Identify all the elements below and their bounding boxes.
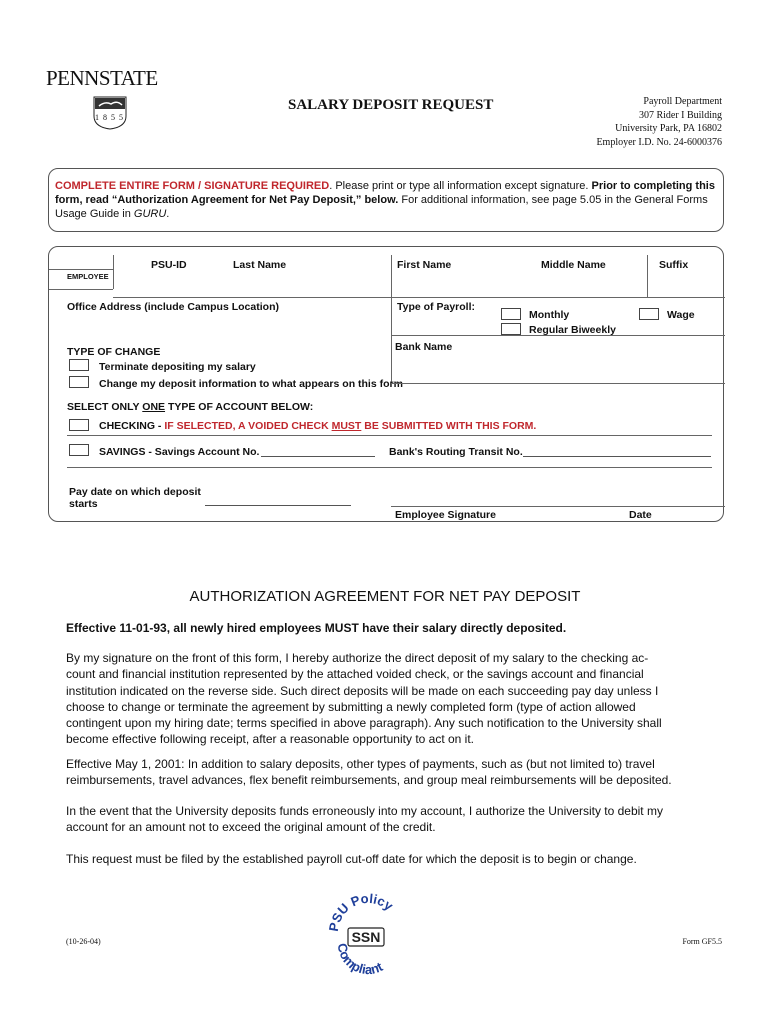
instructions-read-agreement: Prior to completing this form, read “Authorization Agreement for Net Pay Deposit,” below. bbox=[55, 180, 715, 206]
checking-checkbox[interactable] bbox=[69, 419, 89, 431]
svg-text:SSN: SSN bbox=[351, 929, 381, 945]
savings-checkbox[interactable] bbox=[69, 444, 89, 456]
employee-label: EMPLOYEE bbox=[67, 272, 109, 281]
deposit-form bbox=[48, 246, 724, 522]
shield-year: 1 8 5 5 bbox=[95, 113, 124, 122]
monthly-label: Monthly bbox=[529, 309, 570, 321]
pay-date-line[interactable] bbox=[205, 505, 351, 506]
form-number: Form GF5.5 bbox=[682, 937, 722, 946]
dept-line: University Park, PA 16802 bbox=[615, 123, 722, 134]
date-label: Date bbox=[629, 509, 652, 521]
form-revision-date: (10-26-04) bbox=[66, 937, 101, 946]
wage-label: Wage bbox=[667, 309, 695, 321]
psu-policy-ssn-compliant-stamp bbox=[326, 892, 406, 978]
monthly-checkbox[interactable] bbox=[501, 308, 521, 320]
psu-id-label: PSU-ID bbox=[151, 259, 187, 271]
pay-date-label: Pay date on which deposit bbox=[69, 486, 201, 498]
instructions-text: For additional information, see page 5.05 in the General Forms Usage Guide in bbox=[55, 194, 708, 220]
dept-line: 307 Rider I Building bbox=[638, 109, 722, 121]
instructions-text: . bbox=[166, 208, 170, 220]
instructions-box bbox=[48, 168, 724, 232]
dept-line: Payroll Department bbox=[643, 96, 722, 107]
terminate-label: Terminate depositing my salary bbox=[99, 361, 256, 373]
savings-label: SAVINGS - Savings Account No. bbox=[99, 446, 260, 458]
suffix-label: Suffix bbox=[659, 259, 689, 271]
regular-biweekly-label: Regular Biweekly bbox=[529, 324, 616, 336]
middle-name-label: Middle Name bbox=[541, 259, 606, 271]
form-title: SALARY DEPOSIT REQUEST bbox=[288, 97, 494, 113]
required-notice: COMPLETE ENTIRE FORM / SIGNATURE REQUIRED bbox=[55, 180, 330, 192]
pay-date-label-2: starts bbox=[69, 498, 98, 510]
select-account-label: SELECT ONLY ONE TYPE OF ACCOUNT BELOW: bbox=[67, 401, 314, 413]
dept-line: Employer I.D. No. 24-6000376 bbox=[596, 136, 722, 148]
office-address-label: Office Address (include Campus Location) bbox=[67, 301, 279, 313]
payroll-department-address bbox=[502, 95, 722, 149]
agreement-title: AUTHORIZATION AGREEMENT FOR NET PAY DEPOSIT bbox=[189, 588, 581, 605]
pennstate-logo: PENNSTATE bbox=[46, 66, 158, 90]
bank-name-label: Bank Name bbox=[395, 341, 453, 353]
routing-number-line[interactable] bbox=[523, 456, 711, 457]
guru-link: GURU bbox=[133, 208, 167, 220]
savings-account-line[interactable] bbox=[261, 456, 375, 457]
svg-text:Compliant: Compliant bbox=[334, 942, 386, 978]
checking-label: CHECKING - IF SELECTED, A VOIDED CHECK MUST BE SUBMITTED WITH THIS FORM. bbox=[99, 420, 537, 432]
first-name-label: First Name bbox=[397, 259, 452, 271]
agreement-effective: Effective 11-01-93, all newly hired employees MUST have their salary directly deposited. bbox=[66, 621, 567, 635]
wage-checkbox[interactable] bbox=[639, 308, 659, 320]
last-name-label: Last Name bbox=[233, 259, 287, 271]
change-checkbox[interactable] bbox=[69, 376, 89, 388]
employee-signature-label: Employee Signature bbox=[395, 509, 496, 521]
change-label: Change my deposit information to what appears on this form bbox=[99, 378, 403, 390]
type-of-change-label: TYPE OF CHANGE bbox=[67, 346, 161, 358]
agreement-paragraph-1: By my signature on the front of this form, I hereby authorize the direct deposit of my salary to the checking ac- count and financial institution represented by the attached voided check, or the savings account and financial institution indicated on the reverse side. Such direct deposits will be made on each succeeding pay day unless I choose to change or terminate the agreement by submitting a newly completed form (type of action allowed contingent upon my hiring date; terms specified in above paragraph). Any such notification to the University shall become effective following receipt, after a reasonable opportunity to act on it. bbox=[66, 651, 662, 747]
signature-line[interactable] bbox=[391, 506, 725, 507]
agreement-paragraph-3: In the event that the University deposits funds erroneously into my account, I authorize the University to debit my account for an amount not to exceed the original amount of the credit. bbox=[66, 804, 663, 835]
svg-text:PSU Policy: PSU Policy bbox=[326, 892, 396, 933]
regular-biweekly-checkbox[interactable] bbox=[501, 323, 521, 335]
type-of-payroll-label: Type of Payroll: bbox=[397, 301, 475, 313]
terminate-checkbox[interactable] bbox=[69, 359, 89, 371]
routing-number-label: Bank's Routing Transit No. bbox=[389, 446, 523, 458]
instructions-text: . Please print or type all information except signature. bbox=[329, 180, 592, 192]
agreement-paragraph-4: This request must be filed by the established payroll cut-off date for which the deposit is to begin or change. bbox=[66, 852, 637, 866]
agreement-paragraph-2: Effective May 1, 2001: In addition to salary deposits, other types of payments, such as (but not limited to) travel reimbursements, travel advances, flex benefit reimbursements, and group meal reimbursements will be deposited. bbox=[66, 757, 672, 788]
